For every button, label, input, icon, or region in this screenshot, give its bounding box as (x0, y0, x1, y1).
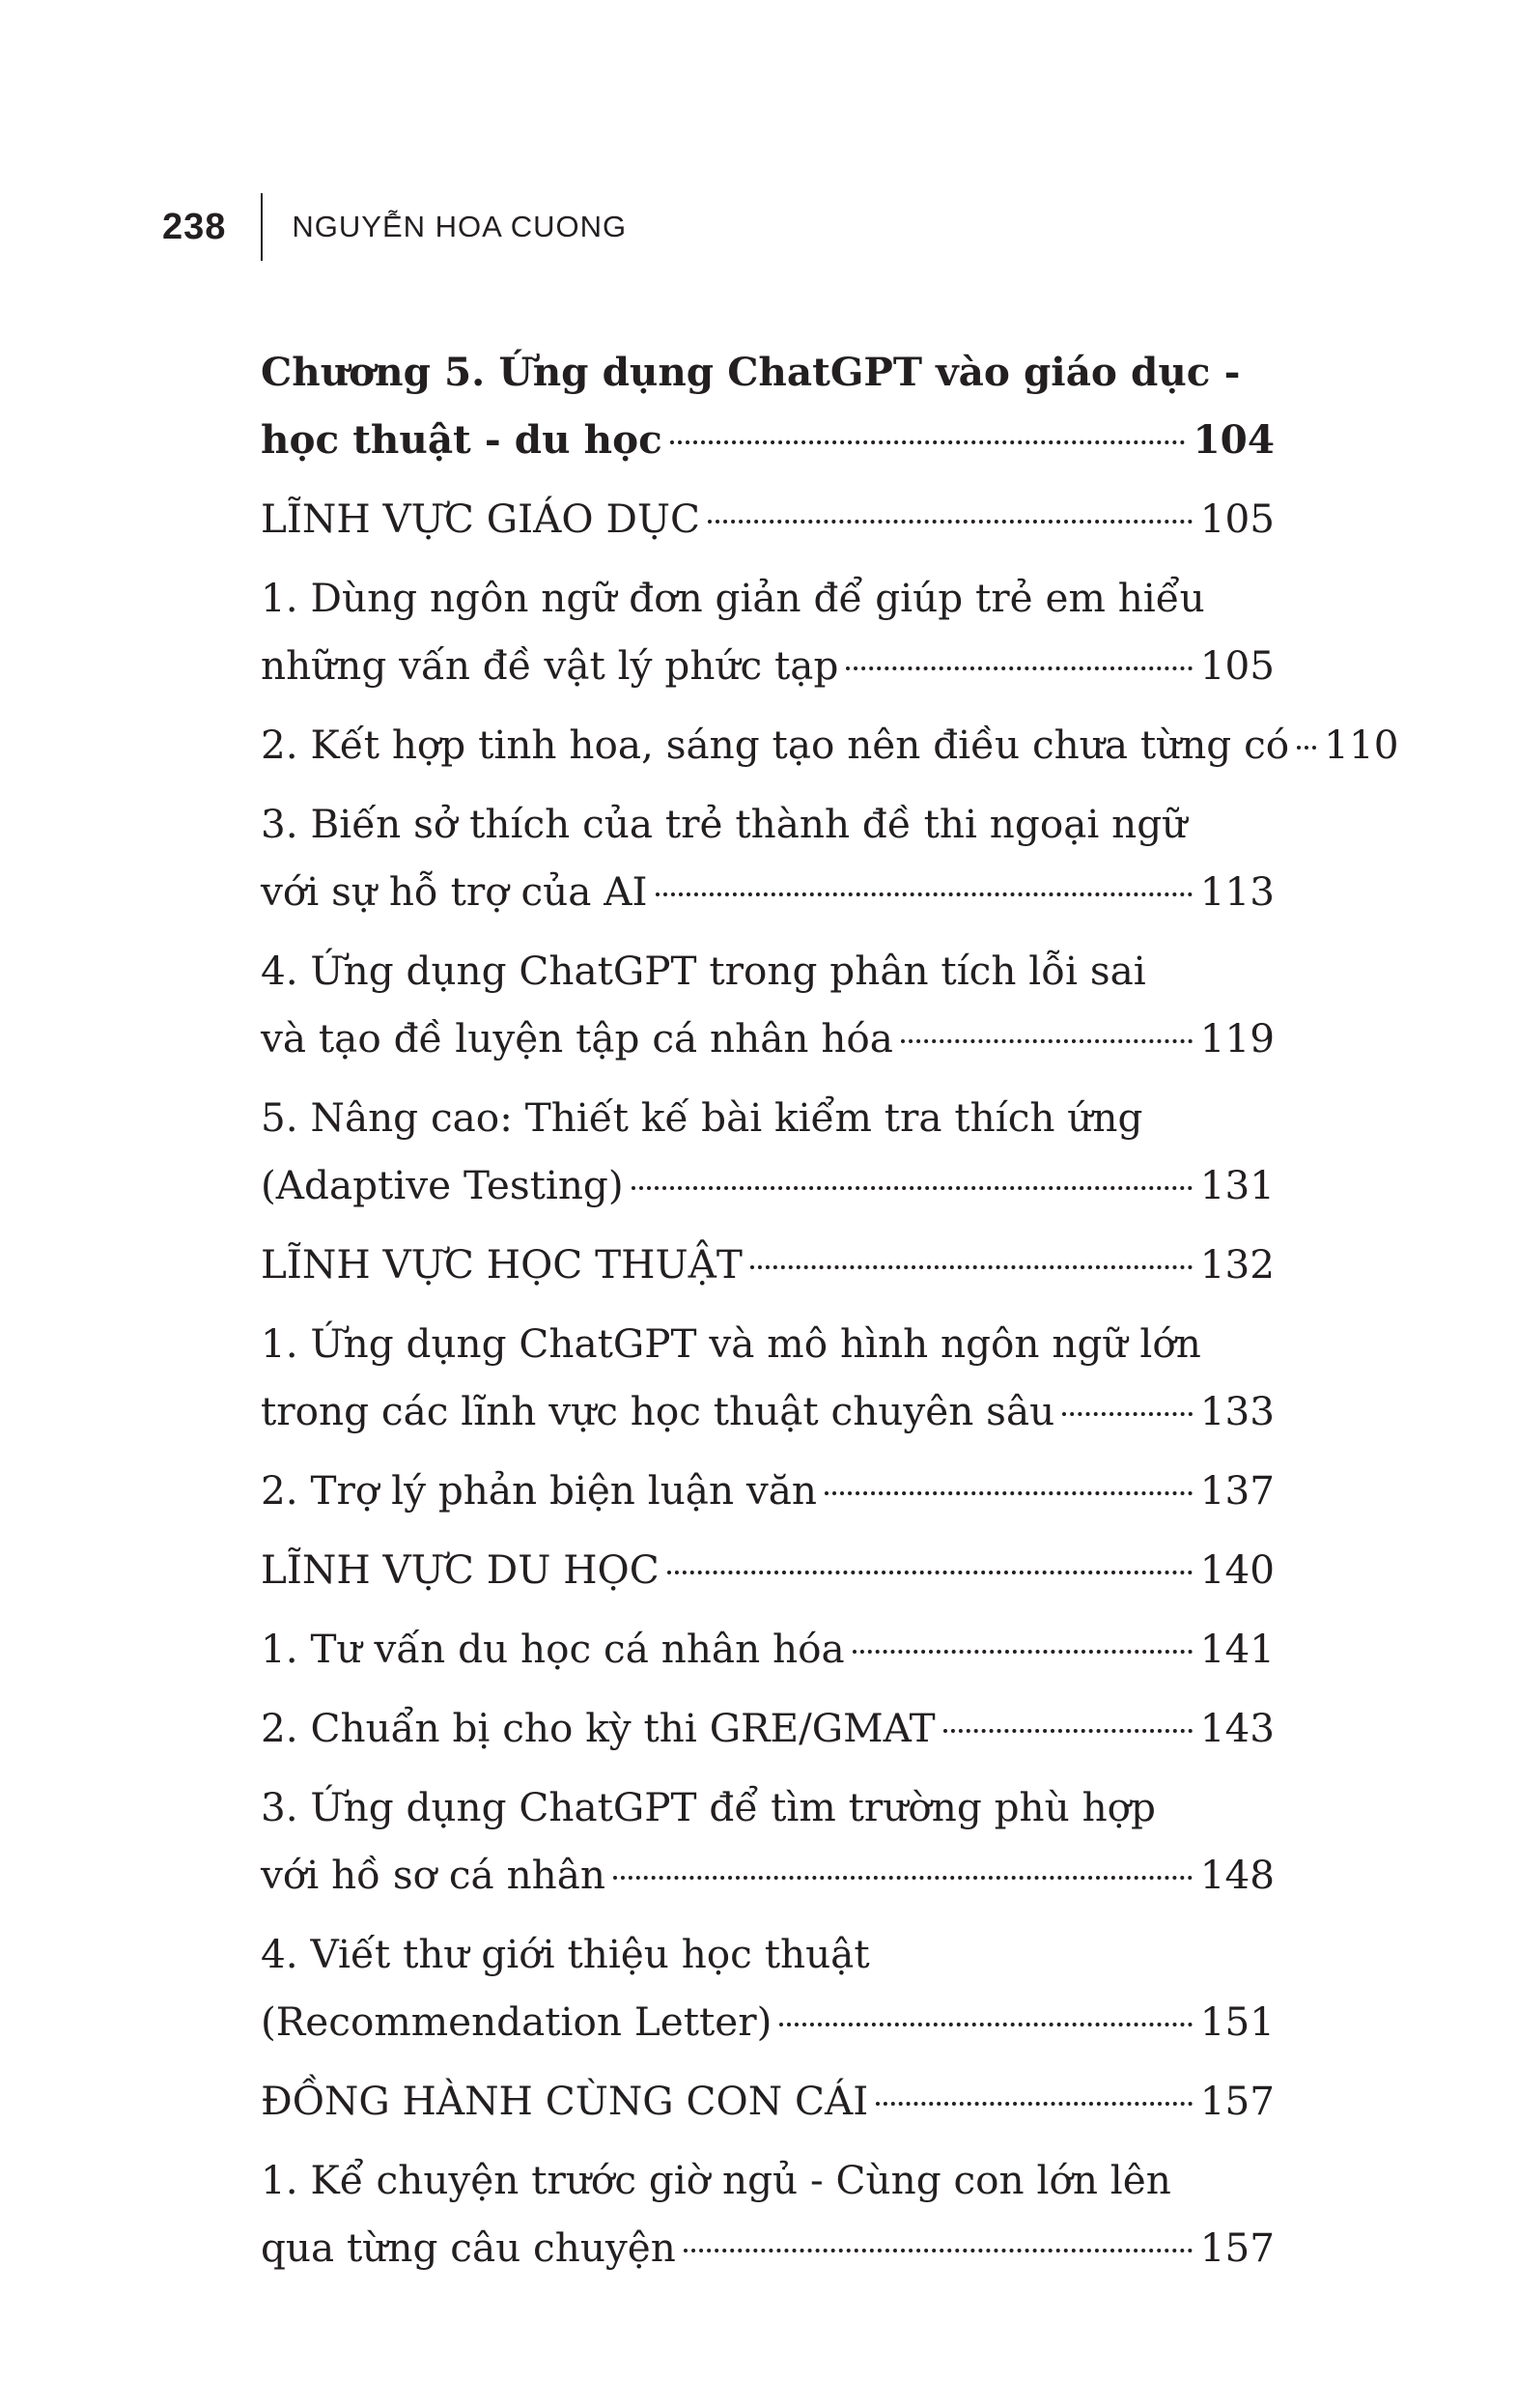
dot-leader (846, 666, 1192, 670)
page-number: 238 (162, 206, 227, 247)
toc-page-number: 105 (1199, 496, 1275, 542)
toc-entry-item (261, 564, 1275, 699)
toc-page-number: 104 (1193, 416, 1275, 463)
dot-leader (943, 1729, 1193, 1733)
toc-entry-item (261, 937, 1275, 1072)
toc-line (261, 937, 1275, 1005)
toc-entry-item (261, 1920, 1275, 2055)
toc-line (261, 1084, 1275, 1151)
toc-title: (Adaptive Testing) (261, 1162, 624, 1208)
toc-entry-item (261, 1773, 1275, 1909)
toc-page-number: 105 (1199, 642, 1275, 689)
toc-title: 5. Nâng cao: Thiết kế bài kiểm tra thích ứng (261, 1094, 1143, 1141)
toc-page-number: 119 (1199, 1015, 1275, 1062)
toc-page-number: 141 (1199, 1626, 1275, 1672)
toc-line (261, 1988, 1275, 2055)
toc-title: 2. Chuẩn bị cho kỳ thi GRE/GMAT (261, 1705, 936, 1751)
running-header (162, 188, 627, 266)
toc-line (261, 1920, 1275, 1988)
dot-leader (853, 1650, 1193, 1654)
toc-line (261, 1231, 1275, 1298)
toc-entry-item (261, 2146, 1275, 2281)
dot-leader (876, 2102, 1192, 2106)
toc-line (261, 485, 1275, 552)
toc-entry-item (261, 1457, 1275, 1524)
toc-entry-section (261, 1231, 1275, 1298)
toc-line (261, 2146, 1275, 2214)
toc-page-number: 132 (1199, 1241, 1275, 1288)
toc-title: với hồ sơ cá nhân (261, 1852, 605, 1898)
toc-page-number: 113 (1199, 868, 1275, 915)
toc-line (261, 1457, 1275, 1524)
toc-title: (Recommendation Letter) (261, 1998, 773, 2045)
dot-leader (1297, 746, 1316, 750)
toc-line (261, 1773, 1275, 1841)
toc-title: những vấn đề vật lý phức tạp (261, 642, 839, 689)
toc-line (261, 1005, 1275, 1072)
toc-title: trong các lĩnh vực học thuật chuyên sâu (261, 1388, 1055, 1434)
toc-title: 4. Ứng dụng ChatGPT trong phân tích lỗi sai (261, 948, 1146, 994)
toc-line (261, 1310, 1275, 1377)
toc-line (261, 406, 1275, 473)
dot-leader (667, 1571, 1193, 1574)
toc-title: và tạo đề luyện tập cá nhân hóa (261, 1015, 893, 1062)
table-of-contents (261, 338, 1399, 2293)
toc-line (261, 1151, 1275, 1219)
toc-line (261, 790, 1275, 858)
toc-title: qua từng câu chuyện (261, 2224, 676, 2271)
toc-page-number: 157 (1199, 2078, 1275, 2124)
toc-line (261, 1615, 1275, 1683)
toc-page-number: 131 (1199, 1162, 1275, 1208)
dot-leader (901, 1039, 1193, 1043)
dot-leader (632, 1186, 1193, 1190)
toc-title: LĨNH VỰC HỌC THUẬT (261, 1241, 743, 1288)
toc-line (261, 2214, 1275, 2281)
toc-entry-item (261, 711, 1399, 779)
toc-line (261, 564, 1275, 632)
toc-page-number: 157 (1199, 2224, 1275, 2271)
toc-line (261, 1841, 1275, 1909)
toc-title: 1. Tư vấn du học cá nhân hóa (261, 1626, 845, 1672)
toc-line (261, 2067, 1275, 2135)
header-divider (261, 193, 263, 261)
toc-page-number: 137 (1199, 1467, 1275, 1514)
toc-entry-item (261, 1084, 1275, 1219)
toc-title: ĐỒNG HÀNH CÙNG CON CÁI (261, 2078, 869, 2124)
toc-title: với sự hỗ trợ của AI (261, 868, 648, 915)
toc-page-number: 151 (1199, 1998, 1275, 2045)
toc-page-number: 140 (1199, 1546, 1275, 1593)
toc-title: 3. Ứng dụng ChatGPT để tìm trường phù hợp (261, 1784, 1156, 1830)
dot-leader (779, 2023, 1192, 2026)
toc-entry-section (261, 1536, 1275, 1603)
toc-title: LĨNH VỰC DU HỌC (261, 1546, 660, 1593)
toc-line (261, 858, 1275, 925)
toc-page-number: 148 (1199, 1852, 1275, 1898)
toc-title: 2. Kết hợp tinh hoa, sáng tạo nên điều chưa từng có (261, 722, 1290, 768)
toc-title: LĨNH VỰC GIÁO DỤC (261, 496, 701, 542)
dot-leader (656, 892, 1193, 896)
toc-page-number: 143 (1199, 1705, 1275, 1751)
toc-entry-section (261, 2067, 1275, 2135)
toc-title: 1. Kể chuyện trước giờ ngủ - Cùng con lớn lên (261, 2157, 1171, 2203)
toc-title: 3. Biến sở thích của trẻ thành đề thi ngoại ngữ (261, 801, 1188, 847)
toc-title: học thuật - du học (261, 416, 662, 463)
dot-leader (670, 440, 1186, 444)
toc-title: 4. Viết thư giới thiệu học thuật (261, 1931, 870, 1977)
toc-entry-chapter (261, 338, 1275, 473)
toc-entry-section (261, 485, 1275, 552)
toc-line (261, 338, 1275, 406)
dot-leader (1062, 1412, 1193, 1416)
toc-line (261, 711, 1399, 779)
toc-title: 1. Dùng ngôn ngữ đơn giản để giúp trẻ em hiểu (261, 575, 1205, 621)
dot-leader (684, 2249, 1193, 2252)
dot-leader (825, 1491, 1193, 1495)
toc-line (261, 1694, 1275, 1762)
toc-entry-item (261, 1694, 1275, 1762)
toc-entry-item (261, 1615, 1275, 1683)
toc-page-number: 110 (1324, 722, 1399, 768)
author-name: NGUYỄN HOA CUONG (292, 210, 628, 243)
toc-entry-item (261, 790, 1275, 925)
toc-page-number: 133 (1199, 1388, 1275, 1434)
toc-entry-item (261, 1310, 1275, 1445)
toc-line (261, 1377, 1275, 1445)
dot-leader (613, 1876, 1193, 1880)
toc-line (261, 1536, 1275, 1603)
dot-leader (750, 1265, 1193, 1269)
toc-title: Chương 5. Ứng dụng ChatGPT vào giáo dục - (261, 349, 1241, 395)
toc-title: 2. Trợ lý phản biện luận văn (261, 1467, 818, 1514)
toc-line (261, 632, 1275, 699)
dot-leader (708, 520, 1193, 524)
toc-title: 1. Ứng dụng ChatGPT và mô hình ngôn ngữ lớn (261, 1320, 1201, 1367)
